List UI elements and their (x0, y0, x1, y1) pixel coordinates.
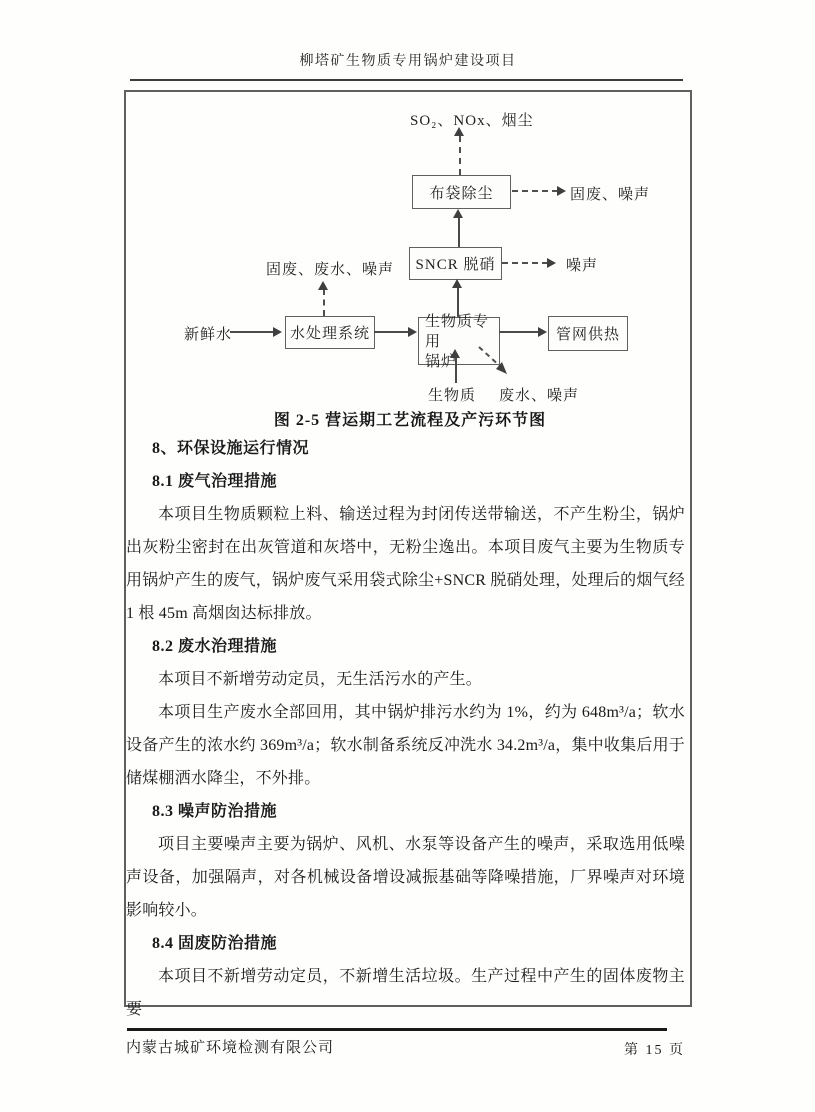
arrow-boiler-wastewater (476, 344, 512, 378)
report-text (126, 432, 685, 1026)
header-rule-divider (130, 79, 683, 81)
paragraph-8-4-1: 本项目不新增劳动定员，不新增生活垃圾。生产过程中产生的固体废物主要 (126, 968, 685, 1018)
footer-company: 内蒙古城矿环境检测有限公司 (126, 1040, 335, 1056)
figure-caption: 图 2-5 营运期工艺流程及产污环节图 (273, 412, 547, 429)
heat-network-label: 管网供热 (555, 327, 620, 343)
sncr-node (409, 247, 502, 280)
watertreatment-byproducts-label: 固废、废水、噪声 (266, 262, 395, 278)
boiler-byproducts-label: 废水、噪声 (499, 388, 580, 404)
header-title: 柳塔矿生物质专用锅炉建设项目 (299, 54, 517, 69)
section-heading-8-2: 8.2 废水治理措施 (152, 638, 278, 655)
bagfilter-byproducts-label: 固废、噪声 (570, 187, 651, 203)
section-heading-8-1: 8.1 废气治理措施 (152, 473, 278, 490)
biomass-boiler-label: 生物质专用 锅炉 (425, 314, 490, 370)
paragraph-8-1-1: 本项目生物质颗粒上料、输送过程为封闭传送带输送，不产生粉尘，锅炉出灰粉尘密封在出灰管道和灰塔中，无粉尘逸出。本项目废气主要为生物质专用锅炉产生的废气，锅炉废气采用袋式除尘+SNCR 脱硝处理，处理后的烟气经 1 根 45m 高烟囱达标排放。 (126, 506, 685, 622)
footer-page-number: 第 15 页 (624, 1043, 685, 1058)
biomass-label: 生物质 (428, 388, 477, 404)
section-heading-8-3: 8.3 噪声防治措施 (152, 803, 278, 820)
heat-network-node (548, 316, 628, 351)
paragraph-8-3-1: 项目主要噪声主要为锅炉、风机、水泵等设备产生的噪声，采取选用低噪声设备，加强隔声，对各机械设备增设减振基础等降噪措施，厂界噪声对环境影响较小。 (126, 836, 685, 919)
sncr-byproduct-label: 噪声 (566, 258, 599, 274)
emissions-label: SO₂、NOx、烟尘 (410, 113, 534, 129)
bag-filter-node (412, 175, 511, 209)
sncr-label: SNCR 脱硝 (415, 257, 496, 273)
fresh-water-label: 新鲜水 (184, 327, 233, 343)
paragraph-8-2-2: 本项目生产废水全部回用，其中锅炉排污水约为 1%，约为 648m³/a；软水设备产生的浓水约 369m³/a；软水制备系统反冲洗水 34.2m³/a，集中收集后用于储煤棚洒水降尘，不外排。 (126, 704, 685, 787)
footer-rule-divider (127, 1028, 667, 1031)
section-heading-8-4: 8.4 固废防治措施 (152, 935, 278, 952)
bag-filter-label: 布袋除尘 (429, 185, 494, 202)
section-heading-8: 8、环保设施运行情况 (152, 440, 310, 457)
water-treatment-label: 水处理系统 (289, 326, 370, 342)
paragraph-8-2-1: 本项目不新增劳动定员，无生活污水的产生。 (158, 671, 483, 688)
water-treatment-node (285, 316, 375, 349)
